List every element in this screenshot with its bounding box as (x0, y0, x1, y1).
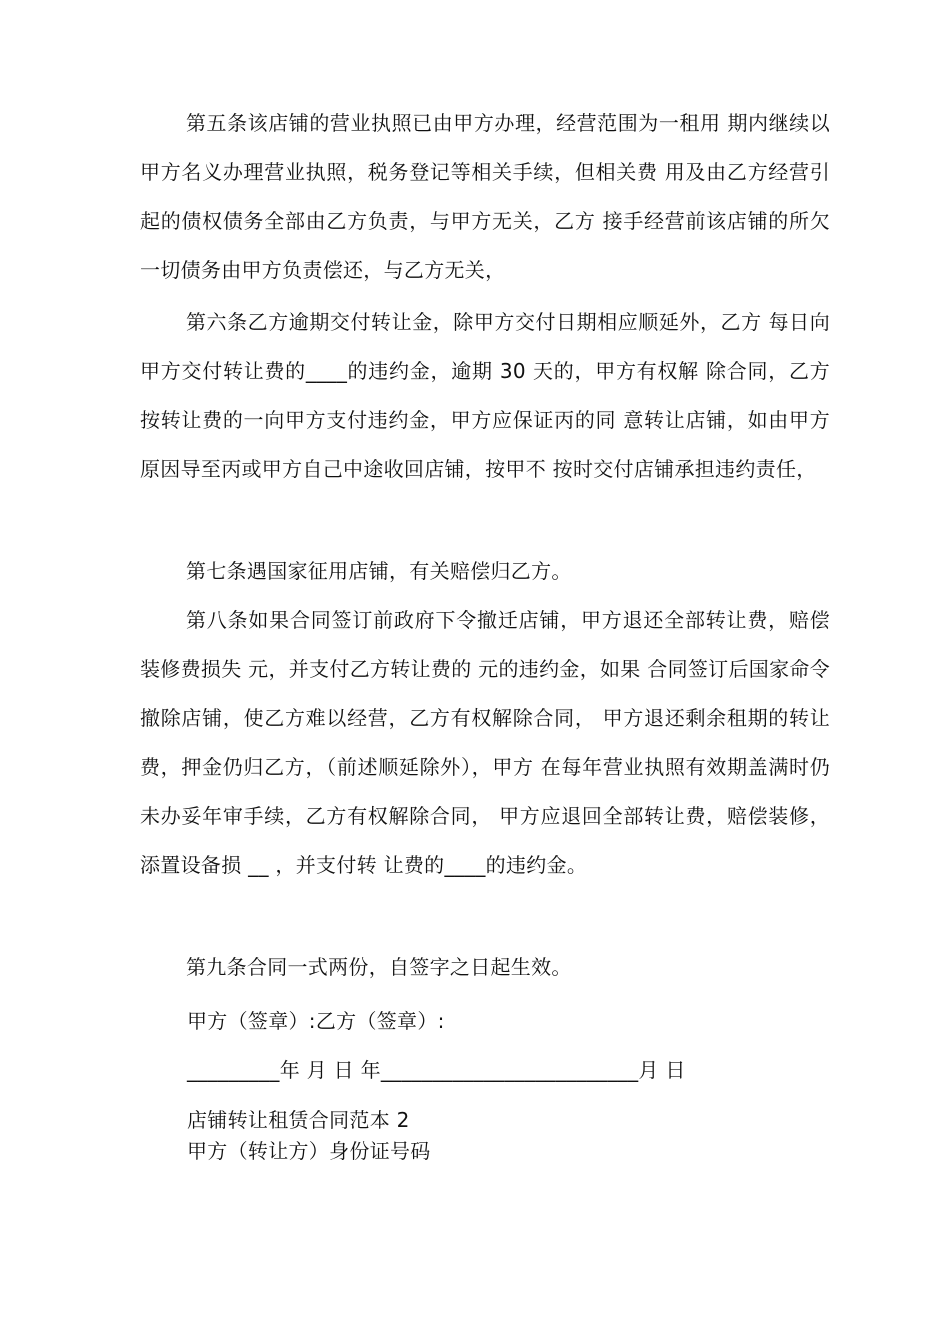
article-5: 第五条该店铺的营业执照已由甲方办理，经营范围为一租用 期内继续以甲方名义办理营业执照，税务登记等相关手续，但相关费 用及由乙方经营引起的债权债务全部由乙方负责，与甲方无关，乙方 接手经营前该店铺的所欠一切债务由甲方负责偿还，与乙方无关， (140, 111, 830, 282)
signature-parties: 甲方（签章）:乙方（签章）: (187, 1009, 445, 1033)
section-first-line: 甲方（转让方）身份证号码 (187, 1139, 431, 1163)
signature-date-line: _________年 月 日 年_________________________月 日 (187, 1058, 686, 1082)
article-9: 第九条合同一式两份，自签字之日起生效。 (186, 955, 572, 979)
article-8: 第八条如果合同签订前政府下令撤迁店铺，甲方退还全部转让费，赔偿装修费损失 元，并支付乙方转让费的 元的违约金，如果 合同签订后国家命令撤除店铺，使乙方难以经营，乙方有权解除合同， 甲方退还剩余租期的转让费，押金仍归乙方，（前述顺延除外），甲方 在每年营业执照有效期盖满时仍未办妥年审手续，乙方有权解除合同， 甲方应退回全部转让费，赔偿装修，添置设备损 __ ，并支付转 让费的____的违约金。 (140, 608, 830, 877)
article-7: 第七条遇国家征用店铺，有关赔偿归乙方。 (186, 559, 572, 583)
section-title: 店铺转让租赁合同范本 2 (187, 1108, 410, 1132)
article-6: 第六条乙方逾期交付转让金，除甲方交付日期相应顺延外，乙方 每日向甲方交付转让费的____的违约金，逾期 30 天的，甲方有权解 除合同，乙方按转让费的一向甲方支付违约金，甲方应保证丙的同 意转让店铺，如由甲方原因导至丙或甲方自己中途收回店铺，按甲不 按时交付店铺承担违约责任， (140, 310, 830, 481)
